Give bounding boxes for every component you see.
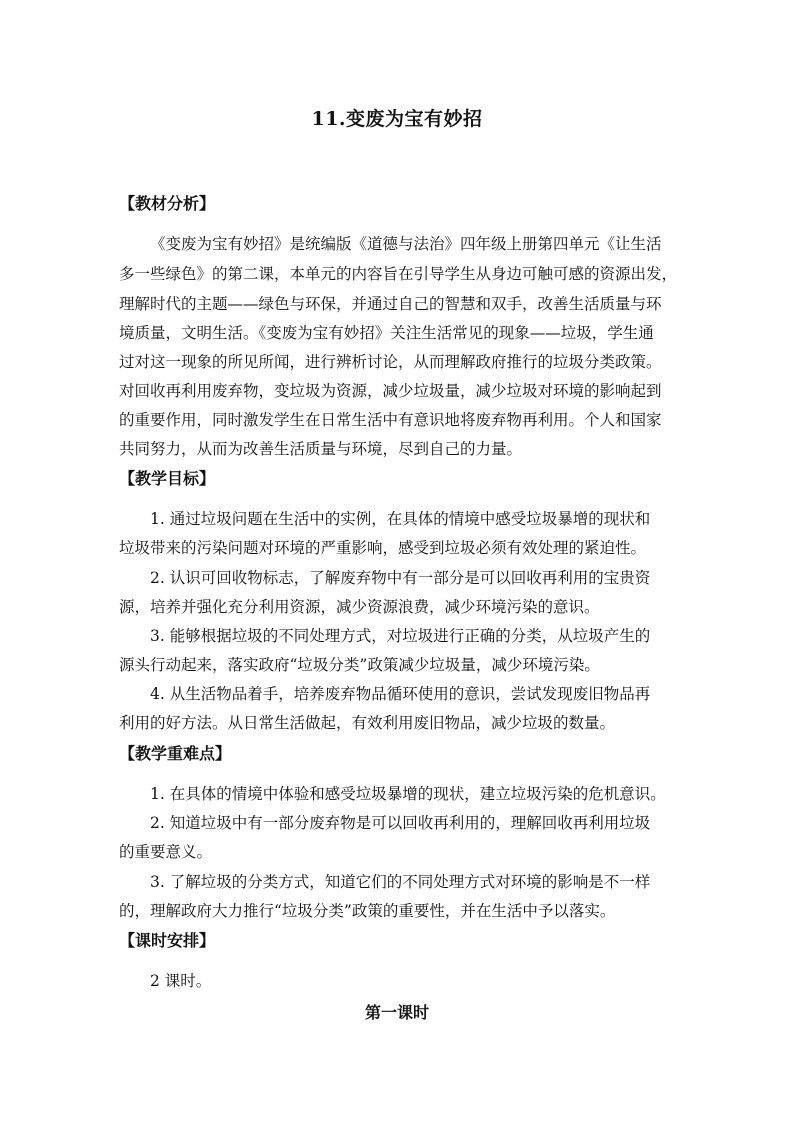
paragraph-line: 2 课时。 — [150, 972, 212, 990]
paragraph-line: 对回收再利用废弃物，变垃圾为资源，减少垃圾量，减少垃圾对环境的影响起到 — [119, 382, 662, 400]
paragraph-line: 理解时代的主题——绿色与环保，并通过自己的智慧和双手，改善生活质量与环 — [119, 295, 662, 313]
lesson-title: 第一课时 — [364, 1003, 429, 1022]
paragraph-line: 3. 能够根据垃圾的不同处理方式，对垃圾进行正确的分类，从垃圾产生的 — [150, 627, 651, 645]
paragraph-line: 3. 了解垃圾的分类方式，知道它们的不同处理方式对环境的影响是不一样 — [150, 873, 651, 891]
paragraph-line: 利用的好方法。从日常生活做起，有效利用废旧物品，减少垃圾的数量。 — [119, 714, 616, 732]
paragraph-line: 源头行动起来，落实政府“垃圾分类”政策减少垃圾量，减少环境污染。 — [119, 656, 600, 674]
paragraph-line: 1. 在具体的情境中体验和感受垃圾暴增的现状，建立垃圾污染的危机意识。 — [150, 785, 666, 803]
paragraph-line: 《变废为宝有妙招》是统编版《道德与法治》四年级上册第四单元《让生活 — [150, 235, 662, 253]
paragraph-line: 4. 从生活物品着手，培养废弃物品循环使用的意识，尝试发现废旧物品再 — [150, 685, 651, 703]
paragraph-line: 1. 通过垃圾问题在生活中的实例，在具体的情境中感受垃圾暴增的现状和 — [150, 510, 651, 528]
paragraph-line: 过对这一现象的所见所闻，进行辨析讨论，从而理解政府推行的垃圾分类政策。 — [119, 353, 662, 371]
paragraph-line: 2. 知道垃圾中有一部分废弃物是可以回收再利用的，理解回收再利用垃圾 — [150, 814, 651, 832]
section-heading-material-analysis: 【教材分析】 — [119, 194, 216, 213]
section-heading-teaching-objectives: 【教学目标】 — [119, 469, 216, 488]
paragraph-line: 的重要意义。 — [119, 843, 213, 861]
paragraph-line: 的，理解政府大力推行“垃圾分类”政策的重要性，并在生活中予以落实。 — [119, 902, 616, 920]
section-heading-key-difficult-points: 【教学重难点】 — [119, 744, 232, 763]
paragraph-line: 源，培养并强化充分利用资源，减少资源浪费，减少环境污染的意识。 — [119, 598, 600, 616]
paragraph-line: 垃圾带来的污染问题对环境的严重影响，感受到垃圾必须有效处理的紧迫性。 — [119, 539, 647, 557]
paragraph-line: 的重要作用，同时激发学生在日常生活中有意识地将废弃物再利用。个人和国家 — [119, 411, 662, 429]
document-title: 11.变废为宝有妙招 — [311, 108, 483, 130]
paragraph-line: 2. 认识可回收物标志，了解废弃物中有一部分是可以回收再利用的宝贵资 — [150, 569, 651, 587]
paragraph-line: 多一些绿色》的第二课，本单元的内容旨在引导学生从身边可触可感的资源出发， — [119, 265, 678, 283]
paragraph-line: 共同努力，从而为改善生活质量与环境，尽到自己的力量。 — [119, 440, 523, 458]
paragraph-line: 境质量，文明生活。《变废为宝有妙招》关注生活常见的现象——垃圾，学生通 — [119, 324, 654, 342]
section-heading-class-arrangement: 【课时安排】 — [119, 931, 216, 950]
